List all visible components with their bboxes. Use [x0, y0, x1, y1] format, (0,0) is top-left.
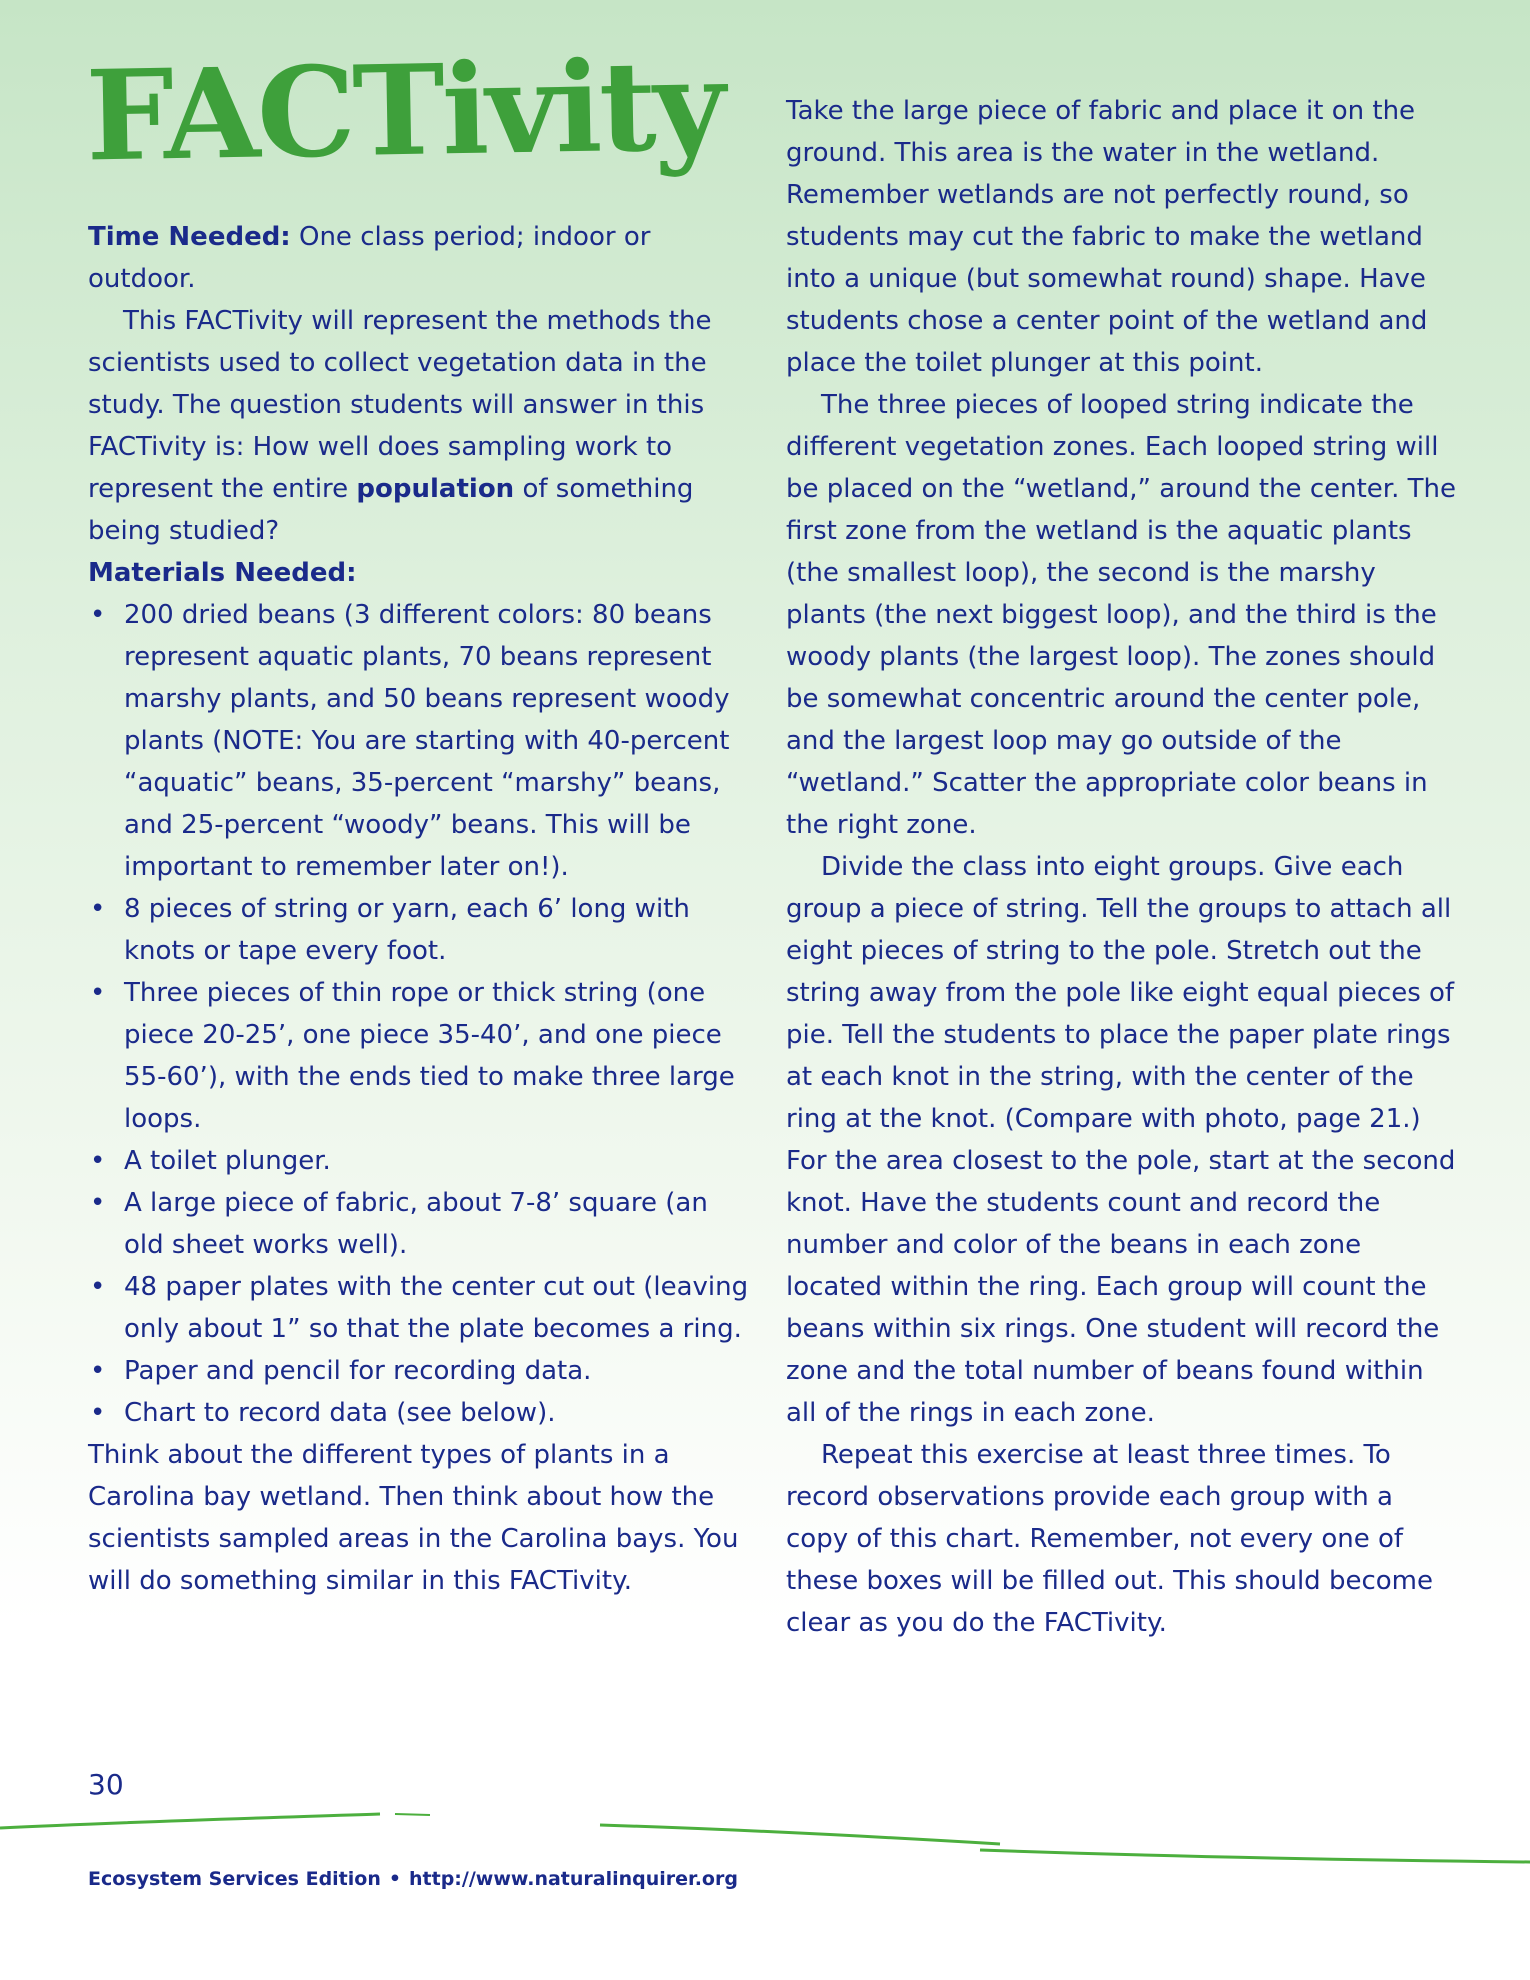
list-item: • Three pieces of thin rope or thick string (one piece 20-25’, one piece 35-40’, and one piece 55-60’), with the ends tied to make three large loops. — [88, 972, 753, 1140]
left-column — [88, 216, 753, 1602]
intro-paragraph — [88, 300, 753, 552]
time-needed-label: Time Needed: — [88, 222, 291, 252]
page-title: FACTivity — [84, 33, 724, 190]
paragraph-repeat: Repeat this exercise at least three times. To record observations provide each group with a copy of this chart. Remember, not every one of these boxes will be filled out. This should become clear as you do the FACTivity. — [786, 1440, 1433, 1638]
materials-heading — [88, 552, 753, 594]
list-item: • 200 dried beans (3 different colors: 80 beans represent aquatic plants, 70 beans represent marshy plants, and 50 beans represent woody plants (NOTE: You are starting with 40-percent “aquatic” beans, 35-percent “marshy” beans, and 25-percent “woody” beans. This will be important to remember later on!). — [88, 594, 753, 888]
paragraph-loops: The three pieces of looped string indicate the different vegetation zones. Each looped string will be placed on the “wetland,” around the center. The first zone from the wetland is the aquatic plants (the smallest loop), the second is the marshy plants (the next biggest loop), and the third is the woody plants (the largest loop). The zones should be somewhat concentric around the center pole, and the largest loop may go outside of the “wetland.” Scatter the appropriate color beans in the right zone. — [786, 390, 1456, 840]
list-item: • Chart to record data (see below). — [88, 1392, 753, 1434]
paragraph-groups: Divide the class into eight groups. Give each group a piece of string. Tell the groups to attach all eight pieces of string to the pole. Stretch out the string away from the pole like eight equal pieces of pie. Tell the students to place the paper plate rings at each knot in the string, with the center of the ring at the knot. (Compare with photo, page 21.) For the area closest to the pole, start at the second knot. Have the students count and record the number and color of the beans in each zone located within the ring. Each group will count the beans within six rings. One student will record the zone and the total number of beans found within all of the rings in each zone. — [786, 852, 1456, 1428]
list-item: • A toilet plunger. — [88, 1140, 753, 1182]
time-needed — [88, 216, 753, 300]
time-needed-text: One class period; indoor or outdoor. — [88, 222, 651, 294]
footer-url[interactable]: http://www.naturalinquirer.org — [409, 1868, 738, 1890]
footer-separator: • — [388, 1868, 402, 1890]
closing-paragraph: Think about the different types of plants in a Carolina bay wetland. Then think about how the scientists sampled areas in the Carolina bays. You will do something similar in this FACTivity. — [88, 1440, 739, 1596]
list-item: • Paper and pencil for recording data. — [88, 1350, 753, 1392]
list-item: • 8 pieces of string or yarn, each 6’ long with knots or tape every foot. — [88, 888, 753, 972]
list-item: • 48 paper plates with the center cut out (leaving only about 1” so that the plate becomes a ring. — [88, 1266, 753, 1350]
materials-label: Materials Needed: — [88, 558, 357, 588]
footer-edition: Ecosystem Services Edition — [88, 1868, 381, 1890]
intro-bold-term: population — [356, 474, 515, 504]
list-item: • A large piece of fabric, about 7-8’ square (an old sheet works well). — [88, 1182, 753, 1266]
footer — [88, 1868, 738, 1890]
paragraph-fabric: Take the large piece of fabric and place it on the ground. This area is the water in the wetland. Remember wetlands are not perfectly round, so students may cut the fabric to make the wetland into a unique (but somewhat round) shape. Have students chose a center point of the wetland and place the toilet plunger at this point. — [786, 96, 1428, 378]
intro-text-b: of something being studied? — [88, 474, 694, 546]
materials-list — [88, 594, 753, 1434]
right-column — [786, 90, 1456, 1644]
page-number: 30 — [88, 1768, 124, 1801]
intro-text-a: This FACTivity will represent the methods the scientists used to collect vegetation data in the study. The question students will answer in this FACTivity is: How well does sampling work to represent the entire — [88, 306, 712, 504]
